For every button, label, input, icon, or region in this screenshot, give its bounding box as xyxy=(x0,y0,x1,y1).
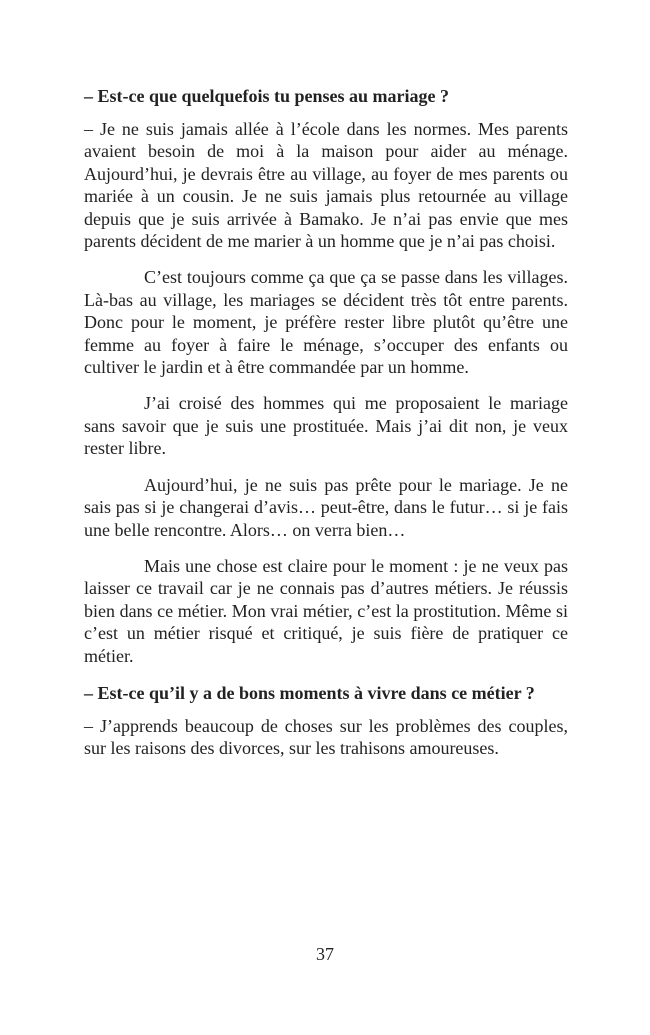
page-number: 37 xyxy=(316,944,334,964)
interview-question: – Est-ce que quelquefois tu penses au mariage ? xyxy=(84,86,450,106)
answer-paragraph: C’est toujours comme ça que ça se passe dans les villages. Là-bas au village, les mariages se décident très tôt entre parents. Donc pour le moment, je préfère rester libre plutôt qu’être une femme au foyer à faire le ménage, s’occuper des enfants ou cultiver le jardin et à être commandée par un homme. xyxy=(84,267,568,378)
answer-paragraph: Aujourd’hui, je ne suis pas prête pour le mariage. Je ne sais pas si je changerai d’avis… peut-être, dans le futur… si je fais une belle rencontre. Alors… on verra bien… xyxy=(84,474,568,540)
page-body xyxy=(84,84,568,774)
answer-paragraph: Mais une chose est claire pour le moment : je ne veux pas laisser ce travail car je ne connais pas d’autres métiers. Je réussis bien dans ce métier. Mon vrai métier, c’est la prostitution. Même si c’est un métier risqué et critiqué, je suis fière de pratiquer ce métier. xyxy=(84,555,568,666)
answer-paragraph: – Je ne suis jamais allée à l’école dans les normes. Mes parents avaient besoin de moi à la maison pour aider au ménage. Aujourd’hui, je devrais être au village, au foyer de mes parents ou mariée à un cousin. Je ne suis jamais plus retournée au village depuis que je suis arrivée à Bamako. Je n’ai pas envie que mes parents décident de me marier à un homme que je n’ai pas choisi. xyxy=(84,119,568,252)
answer-paragraph: J’ai croisé des hommes qui me proposaient le mariage sans savoir que je suis une prostituée. Mais j’ai dit non, je veux rester libre. xyxy=(84,393,568,459)
interview-question: – Est-ce qu’il y a de bons moments à vivre dans ce métier ? xyxy=(84,682,535,703)
answer-paragraph: – J’apprends beaucoup de choses sur les problèmes des couples, sur les raisons des divorces, sur les trahisons amoureuses. xyxy=(84,715,568,759)
